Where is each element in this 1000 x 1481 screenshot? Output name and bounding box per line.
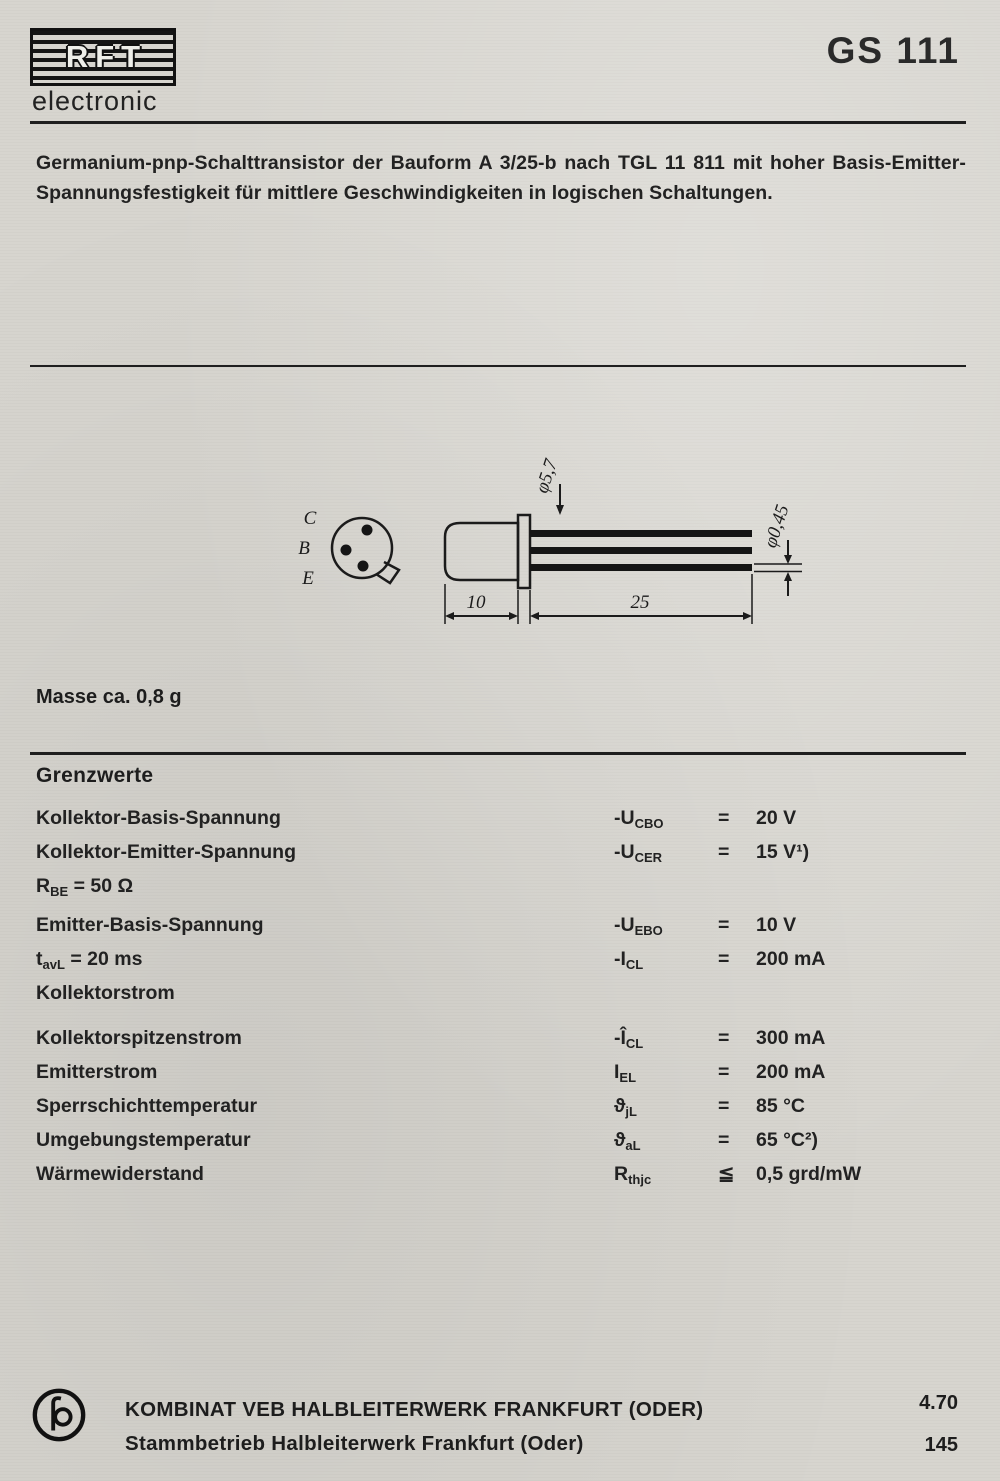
- limit-relation: =: [718, 1061, 730, 1083]
- footer-page-number: 145: [924, 1434, 958, 1456]
- pin-dot-b: [341, 545, 352, 556]
- limit-symbol-main: I: [614, 1061, 620, 1083]
- footer-company-line1: KOMBINAT VEB HALBLEITERWERK FRANKFURT (ODER): [125, 1398, 704, 1421]
- limit-relation: =: [718, 914, 730, 936]
- dim-body-length-line: [445, 612, 518, 620]
- limit-label: [36, 1092, 614, 1126]
- limit-label-text: R: [36, 875, 51, 897]
- limits-heading: Grenzwerte: [36, 764, 154, 787]
- limit-row: [36, 1092, 964, 1126]
- footer-company-line2: Stammbetrieb Halbleiterwerk Frankfurt (Oder): [125, 1432, 584, 1455]
- limit-label-sub: avL: [42, 957, 65, 972]
- limit-symbol-sub: CL: [625, 1036, 644, 1051]
- limit-value: 15 V¹): [756, 841, 810, 863]
- limit-symbol: [614, 1058, 718, 1092]
- lead-bottom: [530, 564, 752, 571]
- pin-dot-c: [362, 525, 373, 536]
- pin-dot-e: [358, 561, 369, 572]
- lead-top: [530, 530, 752, 537]
- limit-symbol-sub: EBO: [634, 923, 663, 938]
- limit-symbol-main: -U: [614, 841, 635, 863]
- limit-relation: =: [718, 948, 730, 970]
- limit-label: [36, 911, 614, 945]
- dim-body-diameter-arrow: [556, 484, 564, 515]
- limit-symbol-sub: EL: [619, 1070, 637, 1085]
- limit-label: [36, 945, 614, 979]
- dim-lead-diameter-label: φ0,45: [760, 502, 794, 551]
- product-number: GS 111: [826, 30, 960, 71]
- limit-row: [36, 804, 964, 838]
- pin-label-b: B: [298, 538, 310, 559]
- limit-row: [36, 1160, 964, 1194]
- divider-header: [30, 121, 966, 124]
- pin-view-dots: [341, 525, 373, 572]
- limit-row: [36, 945, 964, 979]
- pin-label-c: C: [303, 508, 317, 529]
- limit-symbol: [614, 945, 718, 979]
- limit-value: 0,5 grd/mW: [756, 1163, 862, 1185]
- limit-label: [36, 838, 614, 872]
- limit-label: [36, 979, 614, 1013]
- limit-symbol: [614, 1126, 718, 1160]
- limit-symbol-main: ϑ: [614, 1129, 626, 1151]
- side-view: [445, 515, 530, 588]
- limit-row: [36, 838, 964, 872]
- limit-label-text: Kollektor-Basis-Spannung: [36, 807, 281, 829]
- limit-row: [36, 1024, 964, 1058]
- limit-symbol: [614, 1092, 718, 1126]
- limit-row: [36, 911, 964, 945]
- rft-logo-text: RFT: [65, 39, 148, 74]
- limit-symbol: [614, 1160, 718, 1194]
- limit-row: [36, 1058, 964, 1092]
- limit-symbol-sub: jL: [625, 1104, 637, 1119]
- limit-symbol: [614, 1024, 718, 1058]
- limit-symbol-main: -U: [614, 807, 635, 829]
- brand-subtitle: electronic: [32, 86, 158, 116]
- limit-symbol-sub: aL: [625, 1138, 641, 1153]
- limit-symbol-sub: thjc: [628, 1172, 652, 1187]
- limit-label: [36, 1160, 614, 1194]
- dim-body-diameter-label: φ5,7: [531, 456, 563, 496]
- leads: [530, 530, 752, 571]
- dim-lead-length-label: 25: [630, 592, 650, 613]
- limit-label-sub: BE: [50, 884, 69, 899]
- limit-label-rest: = 20 ms: [64, 948, 143, 970]
- limit-label-text: Emitterstrom: [36, 1061, 158, 1083]
- limit-symbol-main: -U: [614, 914, 635, 936]
- rft-logo: [30, 28, 176, 86]
- limit-label-text: Kollektorstrom: [36, 982, 175, 1004]
- hfo-logo: [30, 1386, 88, 1444]
- limit-symbol-main: R: [614, 1163, 629, 1185]
- limit-symbol: [614, 911, 718, 945]
- limit-relation: =: [718, 1095, 730, 1117]
- limit-symbol-main: ϑ: [614, 1095, 626, 1117]
- hfo-logo-o-stroke: [55, 1409, 70, 1424]
- limit-label: [36, 1126, 614, 1160]
- limit-symbol-sub: CER: [634, 850, 663, 865]
- limit-label-text: Kollektor-Emitter-Spannung: [36, 841, 297, 863]
- limit-row: [36, 872, 964, 906]
- limit-symbol-sub: CL: [625, 957, 644, 972]
- limits-table: [36, 804, 964, 1194]
- limit-row: [36, 979, 964, 1013]
- limit-relation: =: [718, 841, 730, 863]
- limit-label-text: Kollektorspitzenstrom: [36, 1027, 242, 1049]
- limit-label-text: Wärmewiderstand: [36, 1163, 204, 1185]
- limit-value: 65 °C²): [756, 1129, 818, 1151]
- limit-label-text: Emitter-Basis-Spannung: [36, 914, 264, 936]
- limit-label: [36, 1024, 614, 1058]
- limit-symbol-sub: CBO: [634, 816, 664, 831]
- body-outline: [445, 523, 518, 580]
- limit-relation: ≦: [718, 1163, 735, 1185]
- flange-outline: [518, 515, 530, 588]
- limit-symbol: [614, 804, 718, 838]
- limit-value: 20 V: [756, 807, 797, 829]
- divider-intro: [30, 365, 966, 367]
- limit-symbol-main: -I: [614, 948, 626, 970]
- limit-value: 300 mA: [756, 1027, 826, 1049]
- limit-label-rest: = 50 Ω: [68, 875, 134, 897]
- dim-body-length-label: 10: [466, 592, 486, 613]
- dim-lead-length-line: [530, 612, 752, 620]
- mass-note: Masse ca. 0,8 g: [36, 686, 182, 708]
- package-drawing: [40, 438, 940, 678]
- limit-row: [36, 1126, 964, 1160]
- limit-label-text: t: [36, 948, 43, 970]
- limit-value: 200 mA: [756, 948, 826, 970]
- limit-relation: =: [718, 1129, 730, 1151]
- lead-middle: [530, 547, 752, 554]
- limit-relation: =: [718, 1027, 730, 1049]
- pin-label-e: E: [302, 568, 314, 589]
- limit-value: 85 °C: [756, 1095, 805, 1117]
- limit-label-text: Umgebungstemperatur: [36, 1129, 251, 1151]
- limit-label: [36, 872, 614, 906]
- limit-symbol: [614, 838, 718, 872]
- intro-paragraph: Germanium-pnp-Schalttransistor der Bauform A 3/25-b nach TGL 11 811 mit hoher Basis-Emitter-Spannungsfestigkeit für mittlere Geschwindigkeiten in logischen Schaltungen.: [36, 152, 966, 205]
- limit-symbol-main: -Î: [614, 1027, 626, 1049]
- limit-relation: =: [718, 807, 730, 829]
- footer-date: 4.70: [919, 1392, 958, 1414]
- limit-value: 10 V: [756, 914, 797, 936]
- limit-value: 200 mA: [756, 1061, 826, 1083]
- limit-label: [36, 804, 614, 838]
- limit-label: [36, 1058, 614, 1092]
- divider-limits: [30, 752, 966, 755]
- limit-label-text: Sperrschichttemperatur: [36, 1095, 258, 1117]
